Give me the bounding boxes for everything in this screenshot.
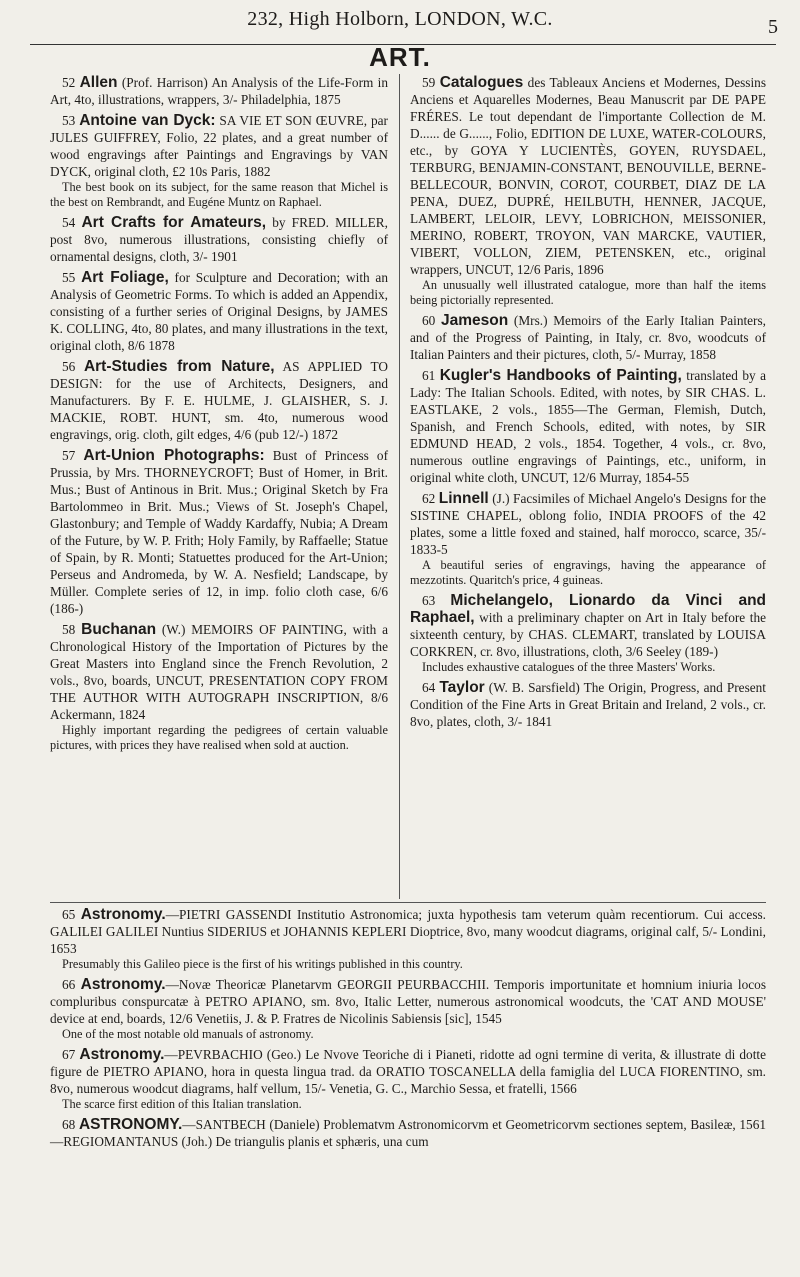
- entry-note: An unusually well illustrated catalogue, more than half the items being pictorially represented.: [410, 278, 766, 307]
- catalogue-entry: [50, 358, 388, 443]
- entry-description: (W.) MEMOIRS OF PAINTING, with a Chronological History of the Importation of Pictures by the Great Masters into England since the French Revolution, 2 vols., 8vo, boards, UNCUT, PRESENTATION COPY FROM THE AUTHOR WITH AUTOGRAPH INSCRIPTION, 8/6 Ackermann, 1824: [50, 622, 388, 722]
- entry-heading: Buchanan: [81, 621, 157, 638]
- catalogue-entry: [410, 74, 766, 308]
- entry-description: AS APPLIED TO DESIGN: for the use of Architects, Designers, and Manufacturers. By F. E. HULME, J. GLAISHER, S. J. MACKIE, ROBT. HUNT, sm. 4to, numerous wood engravings, orig. cloth, gilt edges, 4/6 (pub 12/-) 1872: [50, 359, 389, 442]
- entry-description: (Mrs.) Memoirs of the Early Italian Painters, and of the Progress of Painting, in Italy, cr. 8vo, woodcuts of Italian Painters and their pictures, cloth, 5/- Murray, 1858: [410, 313, 766, 362]
- entry-heading: Kugler's Handbooks of Painting,: [439, 367, 682, 384]
- left-column: [50, 74, 388, 757]
- entry-text: [50, 358, 388, 443]
- entry-number: 58: [62, 622, 76, 637]
- entry-description: —SANTBECH (Daniele) Problematvm Astronomicorvm et Geometricorvm sectiones septem, Basileæ, 1561—REGIOMANTANUS (Joh.) De triangulis planis et sphæris, una cum: [50, 1117, 766, 1149]
- entry-number: 63: [422, 593, 436, 608]
- entry-number: 55: [62, 270, 76, 285]
- entry-description: (W. B. Sarsfield) The Origin, Progress, and Present Condition of the Fine Arts in Great Britain and Ireland, 2 vols., cr. 8vo, plates, cloth, 3/- 1841: [410, 680, 766, 729]
- entry-number: 52: [62, 75, 76, 90]
- entry-heading: Jameson: [441, 312, 509, 329]
- entry-heading: Allen: [79, 74, 118, 91]
- entry-description: SA VIE ET SON ŒUVRE, par JULES GUIFFREY, Folio, 22 plates, and a great number of wood engravings after Paintings and Engravings by VAN DYCK, original cloth, £2 10s Paris, 1882: [50, 113, 388, 179]
- entry-note: Highly important regarding the pedigrees of certain valuable pictures, with prices they have realised when sold at auction.: [50, 723, 388, 752]
- entry-number: 62: [422, 491, 436, 506]
- entry-text: [410, 367, 766, 486]
- catalogue-entry: [410, 679, 766, 730]
- entry-description: (J.) Facsimiles of Michael Angelo's Designs for the SISTINE CHAPEL, oblong folio, INDIA PROOFS of the 42 plates, some a little foxed and stained, half morocco, scarce, 35/- 1833-5: [410, 491, 766, 557]
- entry-number: 65: [62, 907, 76, 922]
- entry-number: 61: [422, 368, 436, 383]
- section-title: ART.: [369, 42, 431, 72]
- entry-heading: Art Crafts for Amateurs,: [81, 214, 267, 231]
- entry-heading: Art Foliage,: [81, 269, 169, 286]
- entry-text: [50, 74, 388, 108]
- catalogue-entry: [50, 74, 388, 108]
- entry-number: 53: [62, 113, 76, 128]
- entry-heading: Catalogues: [439, 74, 524, 91]
- entry-heading: Linnell: [438, 490, 489, 507]
- entry-description: by FRED. MILLER, post 8vo, numerous illustrations, consisting chiefly of ornamental designs, cloth, 3/- 1901: [50, 215, 388, 264]
- entry-text: [410, 74, 766, 278]
- entry-description: Bust of Princess of Prussia, by Mrs. THORNEYCROFT; Bust of Homer, in Brit. Mus.; Bust of Antinous in Brit. Mus.; Original Sketch by Fra Bartolommeo in Brit. Mus.; Views of St. Joseph's Chapel, Glastonbury; and Temple of Waddy Kardaffy, Nubia; A Dream of the Future, by W. P. Frith; Holy Family, by Raffaelle; Statue of Spain, by R. Monti; Statuettes produced for the Art-Union; Perseus and Andromeda, by W. A. Nesfield; Landscape, by Müller. Complete series of 12, in imp. folio cloth case, 6/6 (186-): [50, 448, 388, 616]
- entry-heading: ASTRONOMY.: [78, 1116, 183, 1133]
- right-column: [410, 74, 766, 734]
- catalogue-entry: [410, 490, 766, 588]
- entry-number: 57: [62, 448, 76, 463]
- entry-heading: Astronomy.: [80, 976, 166, 993]
- catalogue-entry: [50, 906, 766, 972]
- entry-heading: Taylor: [439, 679, 485, 696]
- entry-description: —PEVRBACHIO (Geo.) Le Nvove Teoriche di i Pianeti, ridotte ad ogni termine di verita, & illustrate di dotte figure de PIETRO APIANO, hora in questa lingua trad. da ORATIO TOSCANELLA della famiglia del LUCA FIORENTINO, sm. 8vo, numerous woodcut diagrams, half vellum, 15/- Venetia, G. C., Marchio Sessa, et fratelli, 1566: [50, 1047, 766, 1096]
- catalogue-entry: [410, 312, 766, 363]
- entry-description: des Tableaux Anciens et Modernes, Dessins Anciens et Aquarelles Modernes, Beau Manuscrit par DE PAPE FRÉRES. Le tout dependant de l'importante Collection de M. D...... de G......, Folio, EDITION DE LUXE, WATER-COLOURS, etc., by GOYA Y LUCIENTÈS, GOYEN, RUYSDAEL, TERBURG, BENJAMIN-CONSTANT, BENOUVILLE, BERNE-BELLECOUR, BONVIN, COROT, COURBET, DIAZ DE LA PENA, DUEZ, DUPRÉ, HEILBUTH, HENNER, JACQUE, LAMBERT, LELOIR, LEVY, LOBRICHON, MEISSONIER, MERINO, ROBERT, TROYON, VAN MARCKE, VAUTIER, VIBERT, VOLLON, ZIEM, PETENSKEN, etc., original wrappers, UNCUT, 12/6 Paris, 1896: [410, 75, 766, 277]
- entry-number: 60: [422, 313, 436, 328]
- page-number: 5: [768, 16, 778, 38]
- entry-text: [410, 312, 766, 363]
- entry-text: [50, 621, 388, 723]
- entry-number: 68: [62, 1117, 76, 1132]
- entry-number: 54: [62, 215, 76, 230]
- entry-description: translated by a Lady: The Italian Schools. Edited, with notes, by SIR CHAS. L. EASTLAKE, 2 vols., 1855—The German, Flemish, Dutch, Spanish, and French Schools, edited, with notes, by SIR EDMUND HEAD, 2 vols., 1854. Together, 4 vols., cr. 8vo, numerous outline engravings of Paintings, etc., uniform, in original white cloth, UNCUT, 12/6 Murray, 1854-55: [410, 368, 766, 485]
- entry-text: [50, 269, 388, 354]
- entry-number: 56: [62, 359, 76, 374]
- catalogue-entry: [50, 621, 388, 753]
- entry-description: (Prof. Harrison) An Analysis of the Life-Form in Art, 4to, illustrations, wrappers, 3/- Philadelphia, 1875: [50, 75, 388, 107]
- entry-text: [410, 490, 766, 558]
- column-divider: [399, 74, 400, 899]
- entry-text: [50, 1116, 766, 1150]
- entry-heading: Astronomy.: [79, 1046, 165, 1063]
- entry-text: [50, 906, 766, 957]
- entry-number: 64: [422, 680, 436, 695]
- entry-text: [50, 214, 388, 265]
- entry-description: for Sculpture and Decoration; with an Analysis of Geometric Forms. To which is added an Appendix, consisting of a further series of Original Designs, by JAMES K. COLLING, 4to, 80 plates, and many illustrations in the text, original cloth, 8/6 1878: [50, 270, 388, 353]
- entry-text: [410, 592, 766, 660]
- catalogue-entry: [410, 592, 766, 675]
- entry-text: [50, 976, 766, 1027]
- entry-note: The scarce first edition of this Italian translation.: [62, 1097, 302, 1111]
- catalogue-entry: [50, 112, 388, 210]
- entry-description: with a preliminary chapter on Art in Italy before the sixteenth century, by CHAS. CLEMART, translated by LOUISA CORKREN, cr. 8vo, illustrations, cloth, 3/6 Seeley (189-): [410, 610, 766, 659]
- entry-description: —Novæ Theoricæ Planetarvm GEORGII PEURBACCHII. Temporis importunitate et homnium iniuria locos compluribus conspurcatæ à PETRO APIANO, sm. 8vo, Italic Letter, numerous astronomical woodcuts, the 'CAT AND MOUSE' device at end, boards, 12/6 Venetiis, J. & P. Fratres de Nicolinis Sabiensis [sic], 1545: [50, 977, 766, 1026]
- full-width-entries: [50, 906, 766, 1154]
- catalogue-entry: [50, 976, 766, 1042]
- entry-text: [50, 1046, 766, 1097]
- entry-heading: Art-Studies from Nature,: [83, 358, 275, 375]
- catalogue-entry: [50, 269, 388, 354]
- entry-heading: Michelangelo, Lionardo da Vinci and Raphael,: [410, 592, 767, 626]
- entry-text: [410, 679, 766, 730]
- entry-number: 59: [422, 75, 436, 90]
- catalogue-entry: [50, 1116, 766, 1150]
- entry-heading: Antoine van Dyck:: [79, 112, 216, 129]
- entry-note: Presumably this Galileo piece is the first of his writings published in this country.: [62, 957, 463, 971]
- entry-text: [50, 447, 388, 617]
- section-divider: [50, 902, 766, 903]
- entry-text: [50, 112, 388, 180]
- entry-note: The best book on its subject, for the same reason that Michel is the best on Rembrandt, and Eugéne Muntz on Raphael.: [50, 180, 388, 209]
- entry-number: 67: [62, 1047, 76, 1062]
- entry-number: 66: [62, 977, 76, 992]
- entry-note: Includes exhaustive catalogues of the three Masters' Works.: [422, 660, 716, 674]
- catalogue-entry: [50, 214, 388, 265]
- running-head: 232, High Holborn, LONDON, W.C.: [247, 8, 553, 30]
- catalogue-entry: [50, 447, 388, 617]
- entry-description: —PIETRI GASSENDI Institutio Astronomica; juxta hypothesis tam veterum quàm recentiorum. Cui access. GALILEI GALILEI Nuntius SIDERIUS et JOHANNIS KEPLERI Dioptrice, 8vo, many woodcut diagrams, original calf, 5/- Londini, 1653: [50, 907, 766, 956]
- catalogue-entry: [50, 1046, 766, 1112]
- entry-note: A beautiful series of engravings, having the appearance of mezzotints. Quaritch's price, 4 guineas.: [410, 558, 766, 587]
- catalogue-entry: [410, 367, 766, 486]
- entry-heading: Astronomy.: [80, 906, 166, 923]
- page-header: [0, 8, 800, 38]
- entry-note: One of the most notable old manuals of astronomy.: [62, 1027, 314, 1041]
- entry-heading: Art-Union Photographs:: [83, 447, 265, 464]
